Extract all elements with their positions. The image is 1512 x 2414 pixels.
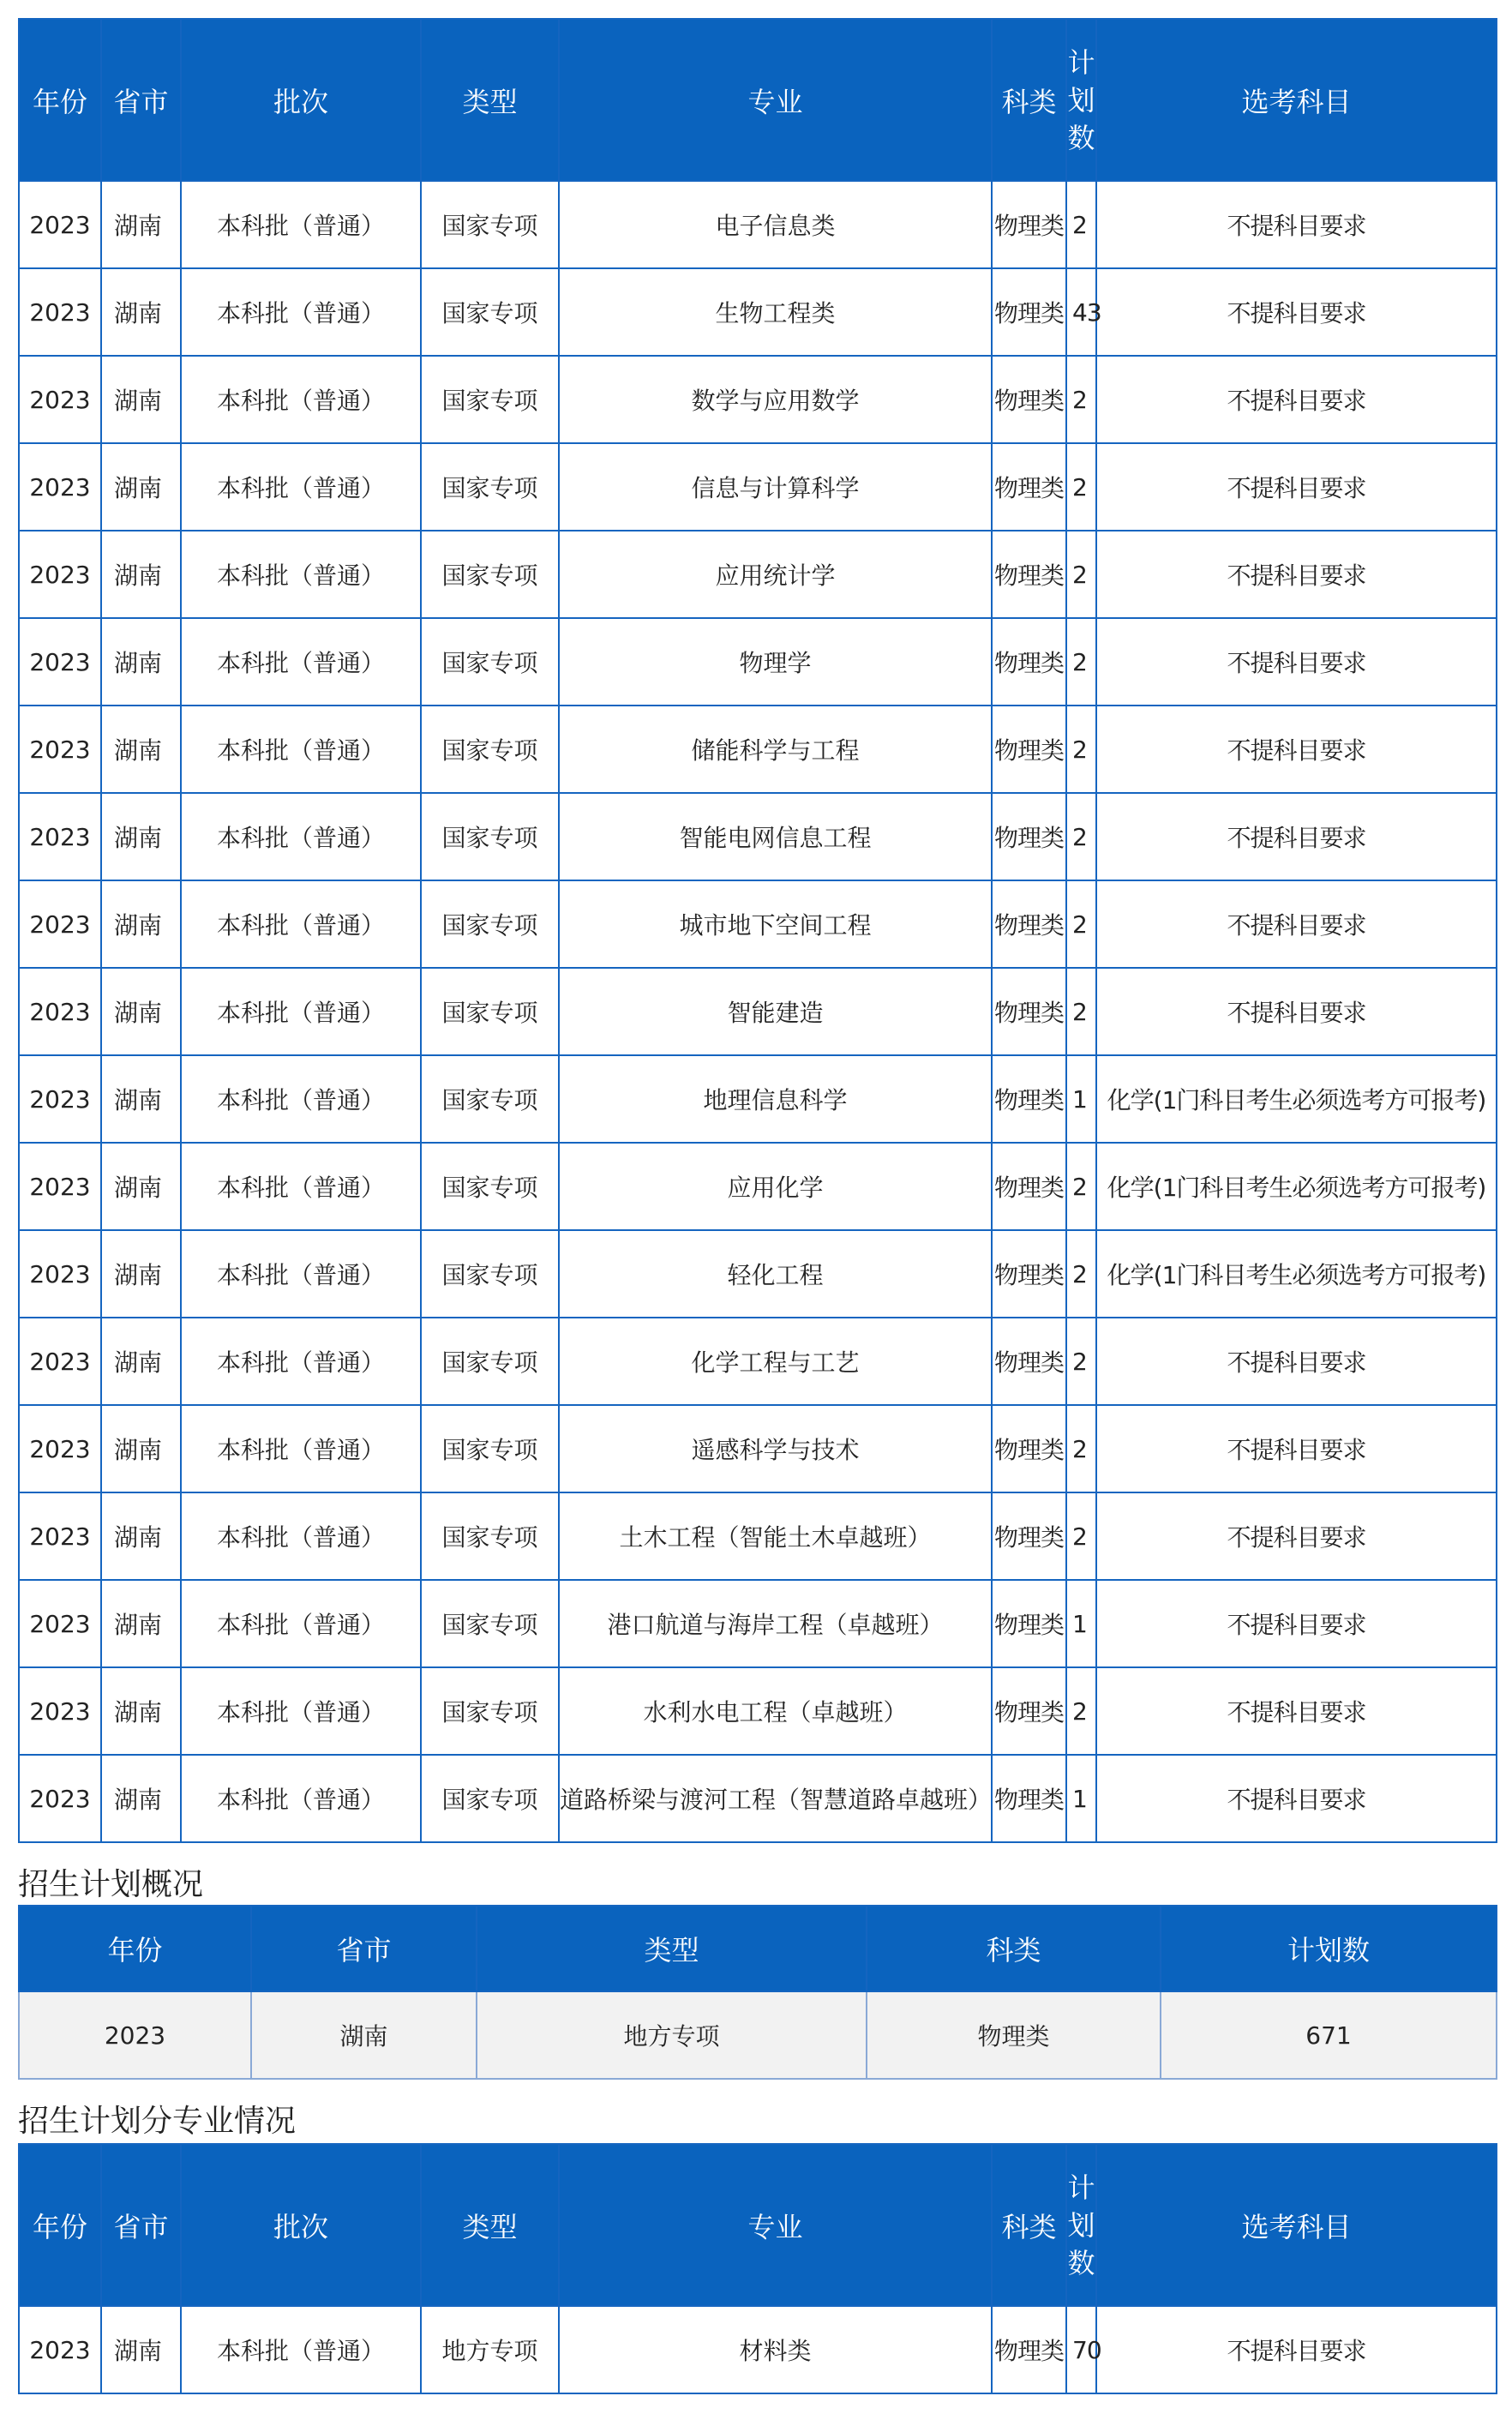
cell-elective: 不提科目要求 — [1096, 268, 1497, 356]
cell-subject: 物理类 — [992, 793, 1066, 880]
cell-province: 湖南 — [101, 268, 181, 356]
cell-type: 国家专项 — [421, 618, 559, 706]
cell-plan: 2 — [1066, 880, 1096, 968]
col-header-plan: 计划数 — [1066, 2144, 1096, 2306]
cell-plan: 1 — [1066, 1755, 1096, 1842]
cell-elective: 化学(1门科目考生必须选考方可报考) — [1096, 1230, 1497, 1318]
cell-province: 湖南 — [101, 618, 181, 706]
cell-subject: 物理类 — [992, 2306, 1066, 2393]
col-header-province: 省市 — [251, 1906, 477, 1991]
cell-major: 应用化学 — [559, 1143, 992, 1230]
cell-batch: 本科批（普通） — [181, 443, 421, 531]
cell-major: 数学与应用数学 — [559, 356, 992, 443]
col-header-year: 年份 — [19, 19, 101, 181]
table-row — [19, 880, 1497, 968]
cell-batch: 本科批（普通） — [181, 1318, 421, 1405]
cell-batch: 本科批（普通） — [181, 880, 421, 968]
cell-elective: 不提科目要求 — [1096, 1492, 1497, 1580]
cell-major: 智能电网信息工程 — [559, 793, 992, 880]
cell-elective: 不提科目要求 — [1096, 1755, 1497, 1842]
cell-type: 国家专项 — [421, 1230, 559, 1318]
cell-elective: 化学(1门科目考生必须选考方可报考) — [1096, 1143, 1497, 1230]
cell-major: 储能科学与工程 — [559, 706, 992, 793]
cell-type: 国家专项 — [421, 706, 559, 793]
cell-province: 湖南 — [101, 1667, 181, 1755]
cell-province: 湖南 — [101, 356, 181, 443]
cell-plan: 2 — [1066, 1143, 1096, 1230]
cell-batch: 本科批（普通） — [181, 181, 421, 268]
cell-type: 国家专项 — [421, 268, 559, 356]
cell-year: 2023 — [19, 1667, 101, 1755]
cell-elective: 不提科目要求 — [1096, 880, 1497, 968]
col-header-elective: 选考科目 — [1096, 19, 1497, 181]
major-plan-table-local — [18, 2143, 1497, 2394]
cell-province: 湖南 — [101, 1580, 181, 1667]
table-row — [19, 968, 1497, 1055]
col-header-year: 年份 — [19, 1906, 251, 1991]
cell-year: 2023 — [19, 1991, 251, 2079]
table-row — [19, 1318, 1497, 1405]
cell-type: 国家专项 — [421, 1143, 559, 1230]
table-row — [19, 181, 1497, 268]
cell-province: 湖南 — [101, 2306, 181, 2393]
cell-batch: 本科批（普通） — [181, 968, 421, 1055]
cell-province: 湖南 — [101, 531, 181, 618]
cell-province: 湖南 — [101, 1318, 181, 1405]
col-header-province: 省市 — [101, 2144, 181, 2306]
cell-subject: 物理类 — [992, 1667, 1066, 1755]
cell-province: 湖南 — [101, 1492, 181, 1580]
cell-province: 湖南 — [101, 1755, 181, 1842]
cell-plan: 1 — [1066, 1055, 1096, 1143]
cell-plan: 2 — [1066, 181, 1096, 268]
cell-plan: 2 — [1066, 443, 1096, 531]
cell-type: 国家专项 — [421, 968, 559, 1055]
cell-subject: 物理类 — [992, 1318, 1066, 1405]
major-plan-table-national — [18, 18, 1497, 1843]
cell-major: 电子信息类 — [559, 181, 992, 268]
cell-type: 国家专项 — [421, 443, 559, 531]
table-row — [19, 1580, 1497, 1667]
cell-batch: 本科批（普通） — [181, 1405, 421, 1492]
cell-subject: 物理类 — [992, 1055, 1066, 1143]
cell-major: 材料类 — [559, 2306, 992, 2393]
cell-year: 2023 — [19, 618, 101, 706]
table-row — [19, 1755, 1497, 1842]
table-row — [19, 1055, 1497, 1143]
cell-type: 国家专项 — [421, 1318, 559, 1405]
cell-batch: 本科批（普通） — [181, 1492, 421, 1580]
cell-province: 湖南 — [101, 443, 181, 531]
cell-year: 2023 — [19, 1755, 101, 1842]
cell-elective: 不提科目要求 — [1096, 2306, 1497, 2393]
cell-batch: 本科批（普通） — [181, 1755, 421, 1842]
cell-batch: 本科批（普通） — [181, 1230, 421, 1318]
cell-elective: 化学(1门科目考生必须选考方可报考) — [1096, 1055, 1497, 1143]
table-row — [19, 1405, 1497, 1492]
col-header-subject: 科类 — [992, 2144, 1066, 2306]
table-row — [19, 618, 1497, 706]
cell-plan: 2 — [1066, 1492, 1096, 1580]
cell-subject: 物理类 — [992, 618, 1066, 706]
cell-type: 国家专项 — [421, 1405, 559, 1492]
cell-type: 国家专项 — [421, 1580, 559, 1667]
cell-year: 2023 — [19, 181, 101, 268]
cell-batch: 本科批（普通） — [181, 268, 421, 356]
cell-type: 国家专项 — [421, 1667, 559, 1755]
cell-type: 国家专项 — [421, 356, 559, 443]
table-row — [19, 1991, 1497, 2079]
cell-batch: 本科批（普通） — [181, 356, 421, 443]
section-title-overview: 招生计划概况 — [18, 1867, 204, 1902]
cell-year: 2023 — [19, 706, 101, 793]
table-header-row — [19, 19, 1497, 181]
cell-year: 2023 — [19, 1143, 101, 1230]
cell-year: 2023 — [19, 1405, 101, 1492]
col-header-type: 类型 — [421, 19, 559, 181]
cell-year: 2023 — [19, 356, 101, 443]
table-row — [19, 2306, 1497, 2393]
cell-elective: 不提科目要求 — [1096, 1405, 1497, 1492]
cell-plan: 2 — [1066, 968, 1096, 1055]
cell-year: 2023 — [19, 1580, 101, 1667]
cell-province: 湖南 — [101, 181, 181, 268]
cell-major: 地理信息科学 — [559, 1055, 992, 1143]
cell-plan: 2 — [1066, 531, 1096, 618]
cell-elective: 不提科目要求 — [1096, 618, 1497, 706]
cell-elective: 不提科目要求 — [1096, 968, 1497, 1055]
cell-plan: 2 — [1066, 1318, 1096, 1405]
cell-subject: 物理类 — [867, 1991, 1161, 2079]
cell-type: 国家专项 — [421, 880, 559, 968]
section-title-major-plan: 招生计划分专业情况 — [18, 2104, 297, 2139]
table-row — [19, 443, 1497, 531]
cell-plan: 2 — [1066, 356, 1096, 443]
cell-major: 遥感科学与技术 — [559, 1405, 992, 1492]
cell-subject: 物理类 — [992, 1755, 1066, 1842]
table-row — [19, 1667, 1497, 1755]
table-row — [19, 1230, 1497, 1318]
table-row — [19, 1143, 1497, 1230]
cell-major: 城市地下空间工程 — [559, 880, 992, 968]
cell-major: 轻化工程 — [559, 1230, 992, 1318]
cell-type: 地方专项 — [477, 1991, 867, 2079]
cell-elective: 不提科目要求 — [1096, 1580, 1497, 1667]
cell-subject: 物理类 — [992, 268, 1066, 356]
cell-province: 湖南 — [101, 706, 181, 793]
cell-batch: 本科批（普通） — [181, 793, 421, 880]
col-header-province: 省市 — [101, 19, 181, 181]
col-header-subject: 科类 — [992, 19, 1066, 181]
cell-major: 智能建造 — [559, 968, 992, 1055]
cell-plan: 2 — [1066, 1667, 1096, 1755]
cell-subject: 物理类 — [992, 181, 1066, 268]
cell-province: 湖南 — [101, 880, 181, 968]
cell-plan: 2 — [1066, 618, 1096, 706]
col-header-plan: 计划数 — [1161, 1906, 1497, 1991]
cell-plan: 70 — [1066, 2306, 1096, 2393]
cell-elective: 不提科目要求 — [1096, 531, 1497, 618]
cell-batch: 本科批（普通） — [181, 531, 421, 618]
cell-major: 水利水电工程（卓越班） — [559, 1667, 992, 1755]
col-header-year: 年份 — [19, 2144, 101, 2306]
cell-province: 湖南 — [101, 1405, 181, 1492]
cell-elective: 不提科目要求 — [1096, 443, 1497, 531]
col-header-type: 类型 — [421, 2144, 559, 2306]
cell-province: 湖南 — [251, 1991, 477, 2079]
cell-batch: 本科批（普通） — [181, 1055, 421, 1143]
table-header-row — [19, 2144, 1497, 2306]
cell-plan: 2 — [1066, 1405, 1096, 1492]
cell-batch: 本科批（普通） — [181, 618, 421, 706]
cell-major: 应用统计学 — [559, 531, 992, 618]
cell-subject: 物理类 — [992, 1230, 1066, 1318]
cell-year: 2023 — [19, 1318, 101, 1405]
cell-elective: 不提科目要求 — [1096, 181, 1497, 268]
cell-province: 湖南 — [101, 1055, 181, 1143]
cell-province: 湖南 — [101, 968, 181, 1055]
cell-year: 2023 — [19, 2306, 101, 2393]
cell-major: 生物工程类 — [559, 268, 992, 356]
col-header-major: 专业 — [559, 19, 992, 181]
cell-year: 2023 — [19, 793, 101, 880]
col-header-batch: 批次 — [181, 19, 421, 181]
cell-year: 2023 — [19, 880, 101, 968]
table-header-row — [19, 1906, 1497, 1991]
cell-type: 国家专项 — [421, 1492, 559, 1580]
cell-batch: 本科批（普通） — [181, 2306, 421, 2393]
cell-batch: 本科批（普通） — [181, 1580, 421, 1667]
overview-table — [18, 1905, 1497, 2080]
cell-year: 2023 — [19, 1230, 101, 1318]
col-header-major: 专业 — [559, 2144, 992, 2306]
cell-plan: 1 — [1066, 1580, 1096, 1667]
table-row — [19, 793, 1497, 880]
col-header-subject: 科类 — [867, 1906, 1161, 1991]
cell-elective: 不提科目要求 — [1096, 1667, 1497, 1755]
cell-type: 国家专项 — [421, 181, 559, 268]
cell-plan: 43 — [1066, 268, 1096, 356]
col-header-type: 类型 — [477, 1906, 867, 1991]
table-row — [19, 531, 1497, 618]
cell-year: 2023 — [19, 1055, 101, 1143]
cell-subject: 物理类 — [992, 1492, 1066, 1580]
cell-year: 2023 — [19, 268, 101, 356]
cell-elective: 不提科目要求 — [1096, 356, 1497, 443]
cell-elective: 不提科目要求 — [1096, 706, 1497, 793]
cell-year: 2023 — [19, 1492, 101, 1580]
cell-elective: 不提科目要求 — [1096, 1318, 1497, 1405]
cell-province: 湖南 — [101, 1143, 181, 1230]
cell-major: 信息与计算科学 — [559, 443, 992, 531]
cell-subject: 物理类 — [992, 531, 1066, 618]
cell-subject: 物理类 — [992, 968, 1066, 1055]
col-header-batch: 批次 — [181, 2144, 421, 2306]
cell-plan: 2 — [1066, 1230, 1096, 1318]
cell-major: 土木工程（智能土木卓越班） — [559, 1492, 992, 1580]
cell-subject: 物理类 — [992, 1405, 1066, 1492]
cell-subject: 物理类 — [992, 1143, 1066, 1230]
col-header-plan: 计划数 — [1066, 19, 1096, 181]
cell-subject: 物理类 — [992, 706, 1066, 793]
col-header-elective: 选考科目 — [1096, 2144, 1497, 2306]
cell-major: 化学工程与工艺 — [559, 1318, 992, 1405]
cell-plan: 671 — [1161, 1991, 1497, 2079]
cell-batch: 本科批（普通） — [181, 1143, 421, 1230]
table-row — [19, 356, 1497, 443]
cell-subject: 物理类 — [992, 356, 1066, 443]
cell-type: 国家专项 — [421, 1055, 559, 1143]
cell-type: 地方专项 — [421, 2306, 559, 2393]
cell-major: 物理学 — [559, 618, 992, 706]
cell-type: 国家专项 — [421, 793, 559, 880]
cell-subject: 物理类 — [992, 1580, 1066, 1667]
table-row — [19, 1492, 1497, 1580]
cell-year: 2023 — [19, 968, 101, 1055]
cell-type: 国家专项 — [421, 1755, 559, 1842]
cell-type: 国家专项 — [421, 531, 559, 618]
cell-major: 港口航道与海岸工程（卓越班） — [559, 1580, 992, 1667]
cell-subject: 物理类 — [992, 880, 1066, 968]
cell-year: 2023 — [19, 443, 101, 531]
cell-year: 2023 — [19, 531, 101, 618]
table-row — [19, 268, 1497, 356]
table-row — [19, 706, 1497, 793]
cell-province: 湖南 — [101, 1230, 181, 1318]
cell-batch: 本科批（普通） — [181, 1667, 421, 1755]
cell-plan: 2 — [1066, 793, 1096, 880]
cell-major: 道路桥梁与渡河工程（智慧道路卓越班） — [559, 1755, 992, 1842]
cell-elective: 不提科目要求 — [1096, 793, 1497, 880]
cell-subject: 物理类 — [992, 443, 1066, 531]
cell-province: 湖南 — [101, 793, 181, 880]
cell-batch: 本科批（普通） — [181, 706, 421, 793]
cell-plan: 2 — [1066, 706, 1096, 793]
